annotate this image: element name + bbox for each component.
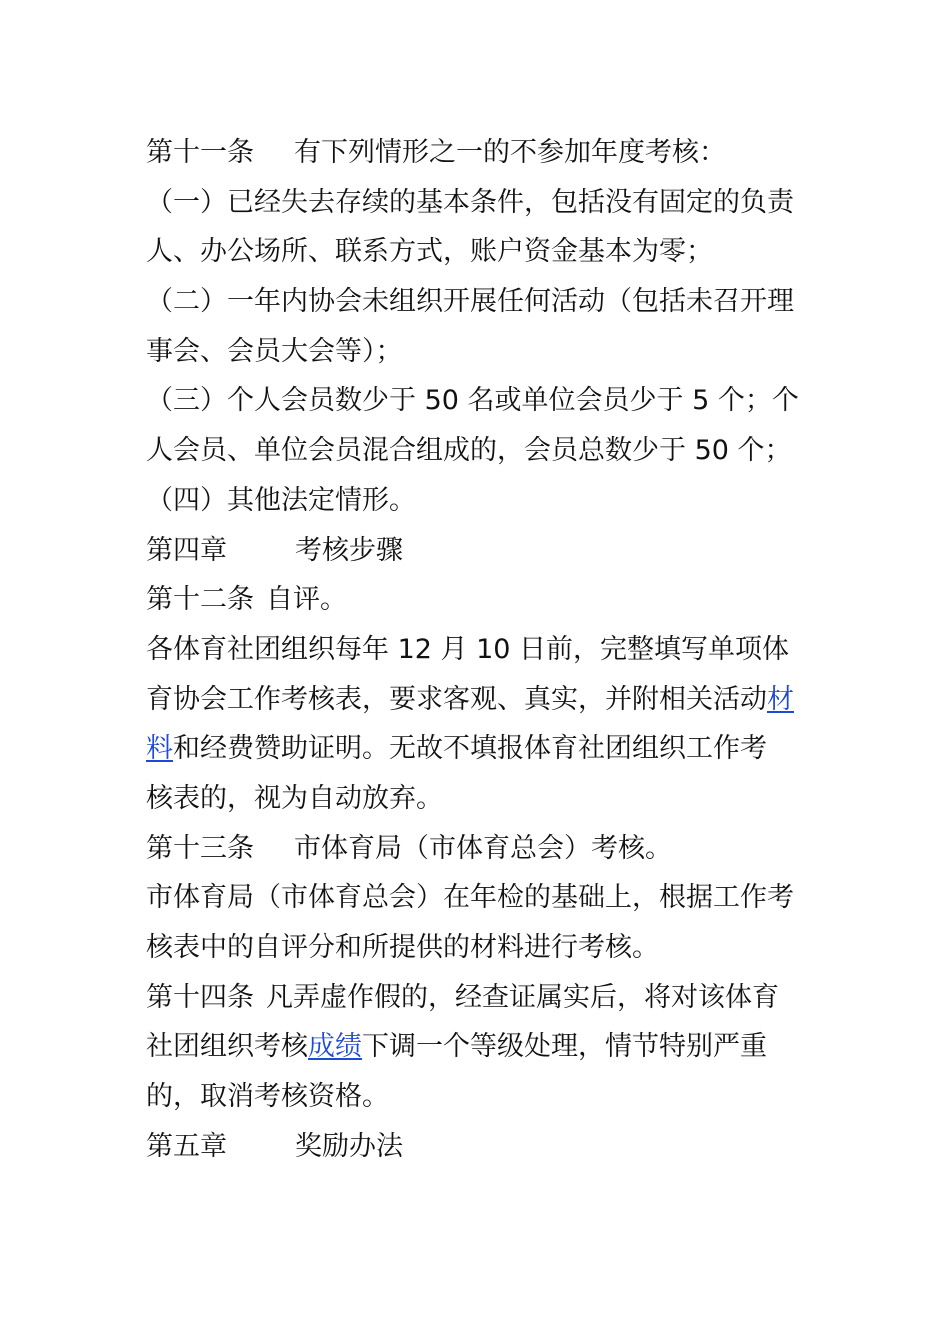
- materials-link-part-1[interactable]: 材: [767, 683, 794, 715]
- article-11-item-2-line-2: 事会、会员大会等）；: [146, 335, 403, 367]
- document-body: [146, 128, 810, 1171]
- chapter-4-heading: [146, 526, 810, 576]
- article-11-item-4: （四）其他法定情形。: [146, 484, 416, 516]
- article-12-line-3: 料和经费赞助证明。无故不填报体育社团组织工作考: [146, 733, 767, 765]
- article-14-line-2: 社团组织考核成绩下调一个等级处理，情节特别严重: [146, 1031, 767, 1063]
- article-12-line-1: 各体育社团组织每年 12 月 10 日前，完整填写单项体: [146, 633, 790, 665]
- article-11-item-3-line-2: 人会员、单位会员混合组成的，会员总数少于 50 个；: [146, 435, 792, 467]
- article-11-item-1-line-2: 人、办公场所、联系方式，账户资金基本为零；: [146, 236, 713, 268]
- chapter-5-heading: [146, 1122, 810, 1172]
- article-12-line-4: 核表的，视为自动放弃。: [146, 782, 443, 814]
- chapter-4-number: 第四章: [146, 534, 227, 566]
- article-11-item-2-line-1: （二）一年内协会未组织开展任何活动（包括未召开理: [146, 286, 794, 318]
- chapter-4-title: 考核步骤: [295, 534, 403, 566]
- article-12-number: 第十二条: [146, 584, 254, 616]
- article-11-title: 有下列情形之一的不参加年度考核：: [294, 137, 726, 168]
- article-14-line-3: 的，取消考核资格。: [146, 1081, 389, 1113]
- article-11-heading: [146, 128, 810, 178]
- article-11-item-1-line-1: （一）已经失去存续的基本条件，包括没有固定的负责: [146, 186, 794, 218]
- article-12-title: 自评。: [266, 584, 347, 616]
- article-13-line-2: 核表中的自评分和所提供的材料进行考核。: [146, 932, 659, 963]
- article-11-item-3-line-1: （三）个人会员数少于 50 名或单位会员少于 5 个；个: [146, 385, 799, 417]
- article-12-line-2: 育协会工作考核表，要求客观、真实，并附相关活动材: [146, 683, 794, 715]
- article-13-title: 市体育局（市体育总会）考核。: [294, 832, 672, 864]
- article-11-number: 第十一条: [146, 137, 254, 168]
- article-12-heading: [146, 575, 810, 625]
- results-link[interactable]: 成绩: [308, 1031, 362, 1063]
- article-13-line-1: 市体育局（市体育总会）在年检的基础上，根据工作考: [146, 882, 794, 914]
- materials-link-part-2[interactable]: 料: [146, 733, 173, 765]
- article-14-line-1: 第十四条 凡弄虚作假的，经查证属实后，将对该体育: [146, 981, 779, 1013]
- chapter-5-title: 奖励办法: [295, 1130, 403, 1162]
- chapter-5-number: 第五章: [146, 1130, 227, 1162]
- article-13-number: 第十三条: [146, 832, 254, 864]
- article-13-heading: [146, 824, 810, 874]
- article-14-number: 第十四条: [146, 981, 254, 1013]
